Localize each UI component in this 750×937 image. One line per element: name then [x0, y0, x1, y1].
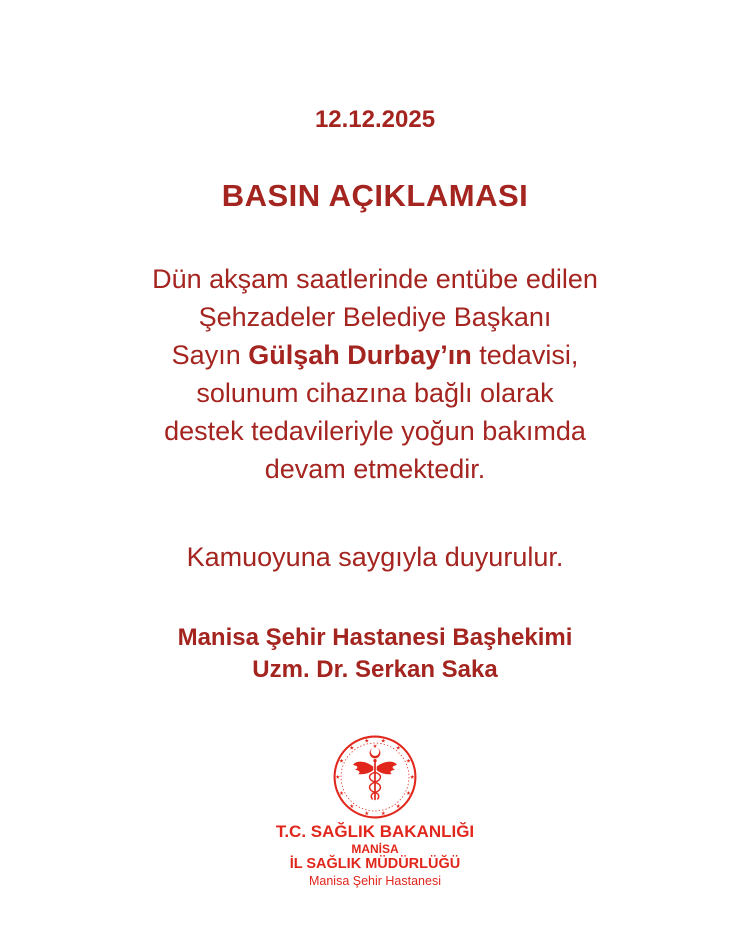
signature-block: [0, 622, 750, 686]
body-line-6: devam etmektedir.: [264, 454, 486, 484]
directorate-name: İL SAĞLIK MÜDÜRLÜĞÜ: [289, 856, 461, 872]
signature-title: Manisa Şehir Hastanesi Başhekimi: [177, 624, 573, 651]
body-line-4: solunum cihazına bağlı olarak: [196, 378, 554, 408]
press-release-date: 12.12.2025: [314, 106, 436, 133]
press-release-title: BASIN AÇIKLAMASI: [221, 178, 529, 213]
press-release-body: [0, 260, 750, 488]
body-line-1: Dün akşam saatlerinde entübe edilen: [152, 264, 598, 294]
hospital-name: Manisa Şehir Hastanesi: [308, 874, 441, 888]
ministry-name: T.C. SAĞLIK BAKANLIĞI: [275, 822, 475, 841]
body-line-2: Şehzadeler Belediye Başkanı: [198, 302, 552, 332]
health-ministry-emblem-icon: [332, 734, 418, 820]
closing-statement: Kamuoyuna saygıyla duyurulur.: [186, 542, 564, 572]
body-line-5: destek tedavileriyle yoğun bakımda: [164, 416, 586, 446]
body-line-3: Sayın Gülşah Durbay’ın tedavisi,: [171, 340, 579, 370]
person-name: Gülşah Durbay’ın: [248, 340, 472, 370]
province-name: MANİSA: [351, 842, 399, 856]
signature-name: Uzm. Dr. Serkan Saka: [252, 656, 498, 683]
institution-footer: [0, 822, 750, 889]
